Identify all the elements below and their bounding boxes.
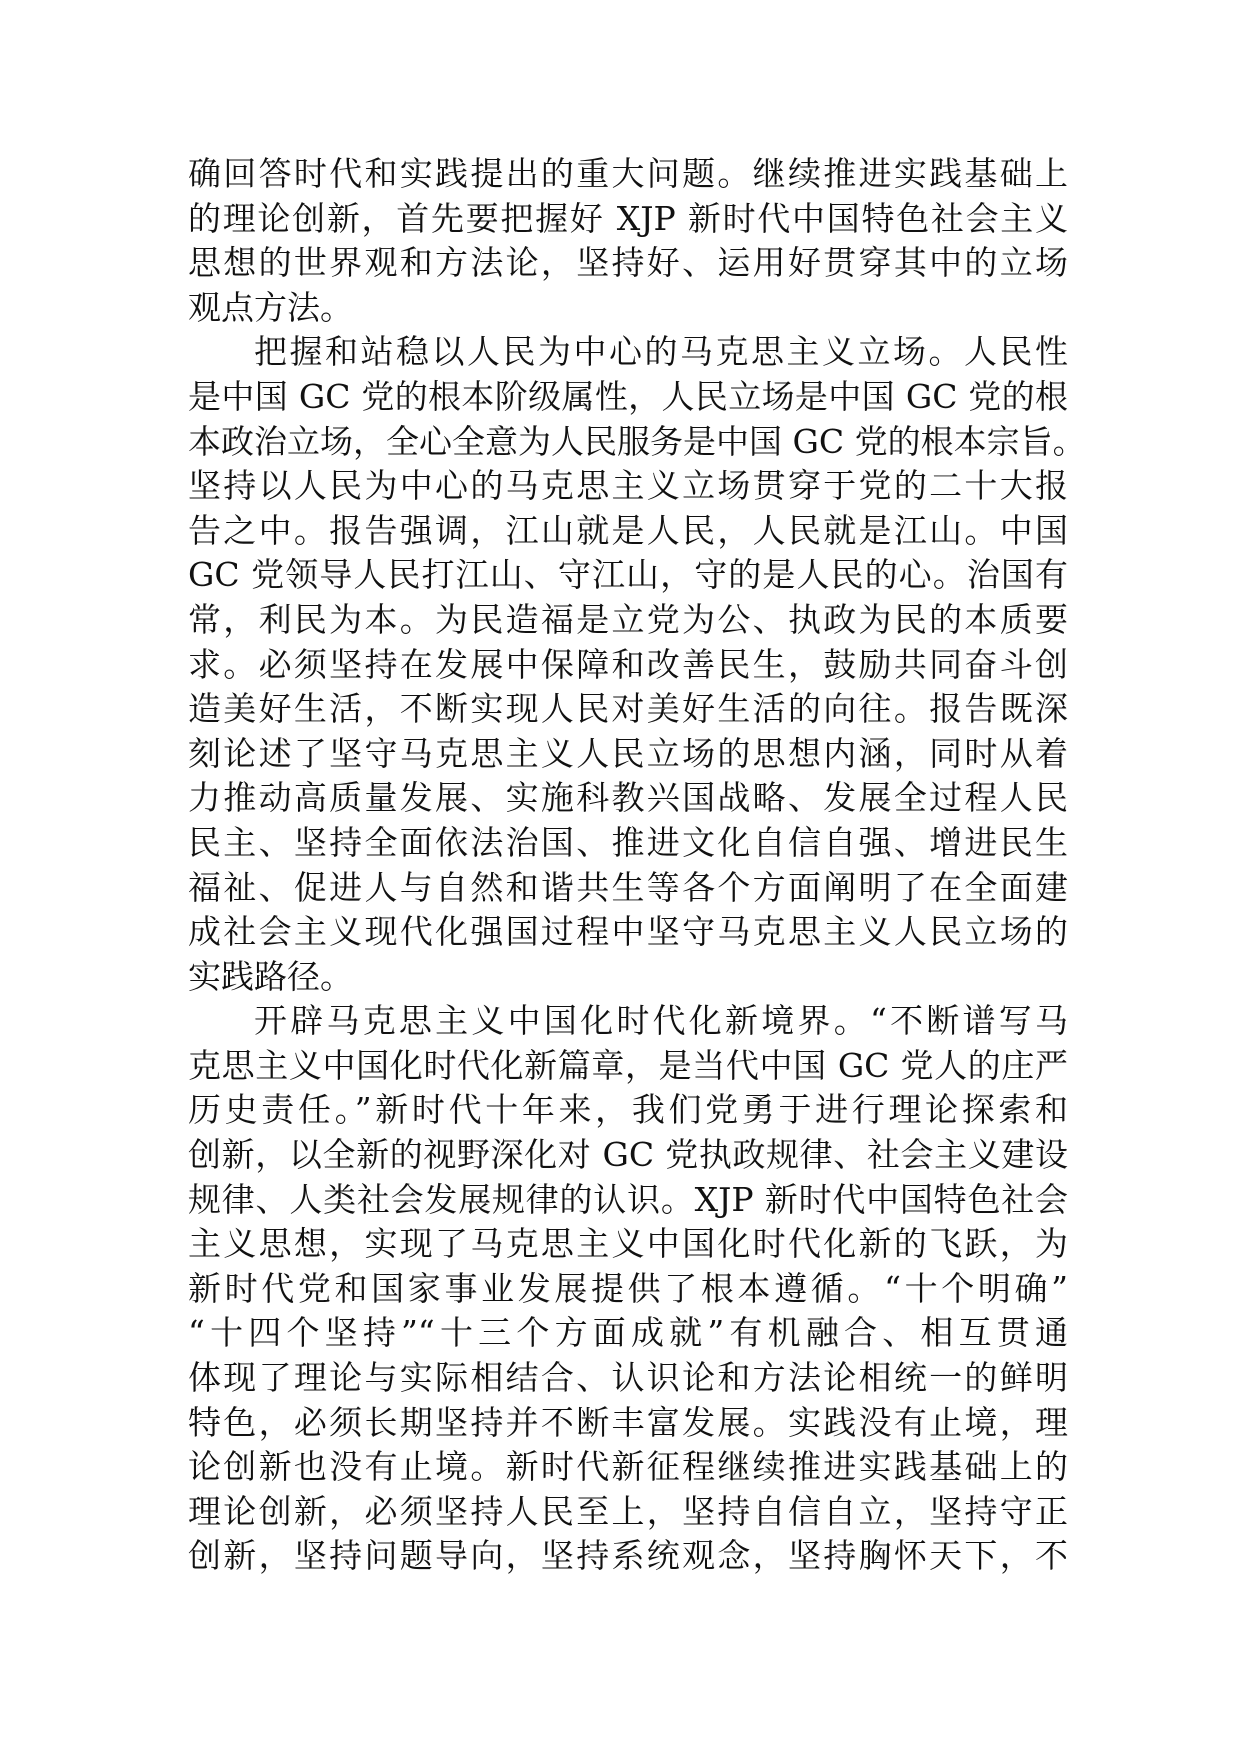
text-line: 刻论述了坚守马克思主义人民立场的思想内涵，同时从着 <box>188 733 1068 773</box>
text-line: 福祉、促进人与自然和谐共生等各个方面阐明了在全面建 <box>188 867 1068 907</box>
text-line: 特色，必须长期坚持并不断丰富发展。实践没有止境，理 <box>188 1402 1068 1442</box>
text-line: 创新，坚持问题导向，坚持系统观念，坚持胸怀天下，不 <box>188 1536 1068 1576</box>
text-line: 是中国 GC 党的根本阶级属性，人民立场是中国 GC 党的根 <box>188 376 1068 416</box>
text-line: 造美好生活，不断实现人民对美好生活的向往。报告既深 <box>188 689 1068 729</box>
text-line: 历史责任。”新时代十年来，我们党勇于进行理论探索和 <box>188 1090 1068 1130</box>
text-line: 体现了理论与实际相结合、认识论和方法论相统一的鲜明 <box>188 1358 1068 1398</box>
text-line: 民主、坚持全面依法治国、推进文化自信自强、增进民生 <box>188 822 1068 862</box>
text-line: 坚持以人民为中心的马克思主义立场贯穿于党的二十大报 <box>188 466 1068 506</box>
text-line: GC 党领导人民打江山、守江山，守的是人民的心。治国有 <box>188 555 1068 595</box>
paragraph <box>188 999 1068 1579</box>
text-line: 开辟马克思主义中国化时代化新境界。“不断谱写马 <box>254 1001 1068 1041</box>
text-line: 论创新也没有止境。新时代新征程继续推进实践基础上的 <box>188 1447 1068 1487</box>
text-line: 新时代党和国家事业发展提供了根本遵循。“十个明确” <box>188 1268 1068 1308</box>
body-text <box>188 152 1086 1579</box>
text-line: 告之中。报告强调，江山就是人民，人民就是江山。中国 <box>188 510 1068 550</box>
text-line: 克思主义中国化时代化新篇章，是当代中国 GC 党人的庄严 <box>188 1045 1068 1085</box>
text-line: 创新，以全新的视野深化对 GC 党执政规律、社会主义建设 <box>188 1135 1068 1175</box>
text-line: 求。必须坚持在发展中保障和改善民生，鼓励共同奋斗创 <box>188 644 1068 684</box>
text-line: 成社会主义现代化强国过程中坚守马克思主义人民立场的 <box>188 912 1068 952</box>
text-line: 常，利民为本。为民造福是立党为公、执政为民的本质要 <box>188 599 1068 639</box>
text-line: 观点方法。 <box>188 287 353 327</box>
text-line: 主义思想，实现了马克思主义中国化时代化新的飞跃，为 <box>188 1224 1068 1264</box>
text-line: 的理论创新，首先要把握好 XJP 新时代中国特色社会主义 <box>188 198 1068 238</box>
text-line: 理论创新，必须坚持人民至上，坚持自信自立，坚持守正 <box>188 1491 1068 1531</box>
paragraph <box>188 152 1068 330</box>
paragraph <box>188 330 1086 999</box>
text-line: 思想的世界观和方法论，坚持好、运用好贯穿其中的立场 <box>188 243 1068 283</box>
text-line: 本政治立场，全心全意为人民服务是中国 GC 党的根本宗旨。 <box>188 421 1086 461</box>
text-line: “十四个坚持”“十三个方面成就”有机融合、相互贯通 <box>188 1313 1068 1353</box>
text-line: 把握和站稳以人民为中心的马克思主义立场。人民性 <box>254 332 1068 372</box>
text-line: 规律、人类社会发展规律的认识。XJP 新时代中国特色社会 <box>188 1179 1068 1219</box>
text-line: 力推动高质量发展、实施科教兴国战略、发展全过程人民 <box>188 778 1068 818</box>
text-line: 实践路径。 <box>188 956 353 996</box>
text-line: 确回答时代和实践提出的重大问题。继续推进实践基础上 <box>188 154 1068 193</box>
